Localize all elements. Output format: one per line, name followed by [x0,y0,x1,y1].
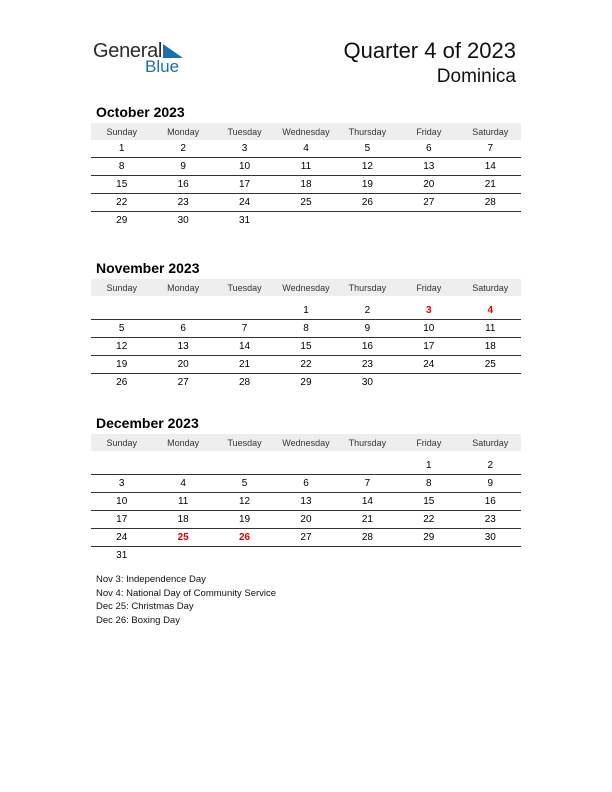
day-cell: 6 [275,475,336,493]
day-cell: 16 [460,493,521,511]
day-cell: 5 [214,475,275,493]
day-cell: 12 [214,493,275,511]
day-cell: 10 [398,320,459,338]
weekday-label: Monday [152,123,213,140]
day-cell: 8 [275,320,336,338]
day-cell [152,302,213,320]
day-cell: 1 [398,457,459,475]
day-cell [91,457,152,475]
day-cell: 3 [91,475,152,493]
weekday-label: Sunday [91,279,152,296]
week-row [91,158,521,176]
month-november [91,259,521,391]
weekday-label: Thursday [337,123,398,140]
week-row [91,475,521,493]
day-cell: 7 [337,475,398,493]
day-cell: 17 [214,176,275,194]
holiday-day-cell: 26 [214,529,275,547]
day-cell: 23 [337,356,398,374]
weekday-header-row [91,434,521,451]
day-cell: 10 [91,493,152,511]
day-cell: 17 [91,511,152,529]
day-cell [398,547,459,565]
day-cell [214,302,275,320]
day-cell [91,302,152,320]
calendar-grid [91,123,521,229]
weekday-label: Wednesday [275,123,336,140]
logo-triangle-icon [163,44,183,58]
weekday-header-row [91,123,521,140]
week-row [91,374,521,392]
day-cell [398,374,459,392]
day-cell: 22 [91,194,152,212]
week-row [91,529,521,547]
day-cell: 29 [300,377,312,388]
day-cell: 11 [275,158,336,176]
day-cell: 11 [460,320,521,338]
weekday-label: Monday [152,434,213,451]
holiday-note: Nov 4: National Day of Community Service [96,587,277,599]
day-cell: 30 [460,529,521,547]
day-cell: 9 [337,320,398,338]
calendar-grid [91,434,521,564]
day-cell: 3 [214,140,275,158]
day-cell: 20 [275,511,336,529]
day-cell [152,547,213,565]
day-cell: 8 [91,158,152,176]
day-cell [275,547,336,565]
day-cell: 11 [152,493,213,511]
holiday-day-cell: 4 [460,302,521,320]
day-cell [152,457,213,475]
weekday-label: Saturday [460,123,521,140]
day-cell: 18 [275,176,336,194]
day-cell: 17 [398,338,459,356]
day-cell: 20 [398,176,459,194]
day-cell: 1 [275,302,336,320]
day-cell: 25 [275,194,336,212]
week-row [91,302,521,320]
week-row [91,212,521,230]
day-cell: 31 [238,215,251,226]
day-cell: 13 [152,338,213,356]
weekday-label: Friday [398,279,459,296]
day-cell: 20 [152,356,213,374]
day-cell: 24 [214,194,275,212]
day-cell: 5 [91,320,152,338]
day-cell [460,547,521,565]
weekday-label: Saturday [460,434,521,451]
month-title: December 2023 [96,415,199,431]
day-cell: 14 [337,493,398,511]
day-cell: 29 [116,215,128,226]
page-title: Quarter 4 of 2023 [343,38,516,63]
day-cell [337,547,398,565]
day-cell: 30 [361,377,373,388]
weekday-header-row [91,279,521,296]
day-cell: 28 [238,377,251,388]
day-cell [214,547,275,565]
month-title: November 2023 [96,260,200,276]
day-cell: 16 [152,176,213,194]
weekday-label: Monday [152,279,213,296]
weekday-label: Sunday [91,434,152,451]
week-row [91,320,521,338]
day-cell: 22 [275,356,336,374]
weekday-label: Thursday [337,279,398,296]
calendar-grid [91,279,521,391]
week-row [91,176,521,194]
holiday-day-cell: 3 [398,302,459,320]
week-row [91,194,521,212]
day-cell: 12 [337,158,398,176]
day-cell: 24 [398,356,459,374]
week-row [91,547,521,565]
day-cell: 22 [398,511,459,529]
day-cell: 18 [152,511,213,529]
month-december [91,414,521,564]
day-cell: 9 [152,158,213,176]
logo-blue-text: Blue [145,57,180,76]
day-cell: 29 [398,529,459,547]
week-row [91,493,521,511]
day-cell: 28 [337,529,398,547]
day-cell [398,212,459,230]
day-cell: 2 [460,457,521,475]
day-cell: 4 [152,475,213,493]
holiday-day-cell: 25 [152,529,213,547]
day-cell: 16 [337,338,398,356]
weekday-label: Wednesday [275,434,336,451]
day-cell [460,212,521,230]
day-cell: 19 [91,356,152,374]
day-cell: 27 [177,377,189,388]
weekday-label: Tuesday [214,279,275,296]
weekday-label: Sunday [91,123,152,140]
day-cell: 27 [275,529,336,547]
week-row [91,338,521,356]
day-cell [275,212,336,230]
weekday-label: Tuesday [214,123,275,140]
day-cell: 15 [398,493,459,511]
holiday-note: Nov 3: Independence Day [96,574,206,585]
day-cell: 25 [460,356,521,374]
day-cell: 4 [275,140,336,158]
weekday-label: Friday [398,123,459,140]
day-cell: 15 [91,176,152,194]
country-name: Dominica [436,66,516,87]
day-cell: 19 [337,176,398,194]
day-cell: 21 [337,511,398,529]
day-cell: 18 [460,338,521,356]
month-october [91,103,521,229]
logo-general-text: General [93,40,163,62]
week-row [91,511,521,529]
weekday-label: Thursday [337,434,398,451]
weekday-label: Saturday [460,279,521,296]
day-cell: 6 [398,140,459,158]
day-cell [337,457,398,475]
day-cell: 8 [398,475,459,493]
day-cell: 23 [152,194,213,212]
day-cell: 26 [116,377,128,388]
day-cell: 7 [460,140,521,158]
day-cell: 7 [214,320,275,338]
day-cell: 28 [460,194,521,212]
day-cell: 24 [91,529,152,547]
month-title: October 2023 [96,104,185,120]
day-cell: 26 [337,194,398,212]
day-cell: 19 [214,511,275,529]
holiday-note: Dec 25: Christmas Day [96,601,194,612]
holiday-notes [96,573,276,627]
weekday-label: Wednesday [275,279,336,296]
day-cell: 2 [337,302,398,320]
holiday-note: Dec 26: Boxing Day [96,614,180,626]
generalblue-logo [93,40,193,80]
day-cell: 21 [460,176,521,194]
day-cell: 15 [275,338,336,356]
day-cell: 6 [152,320,213,338]
day-cell: 14 [460,158,521,176]
day-cell: 30 [177,215,189,226]
day-cell: 5 [337,140,398,158]
day-cell: 2 [152,140,213,158]
week-row [91,457,521,475]
day-cell [460,374,521,392]
day-cell: 12 [91,338,152,356]
weekday-label: Friday [398,434,459,451]
day-cell: 14 [214,338,275,356]
day-cell: 31 [116,550,128,561]
week-row [91,140,521,158]
day-cell [275,457,336,475]
day-cell: 1 [91,140,152,158]
day-cell: 13 [398,158,459,176]
day-cell [214,457,275,475]
day-cell: 27 [398,194,459,212]
day-cell: 10 [214,158,275,176]
week-row [91,356,521,374]
day-cell: 13 [275,493,336,511]
weekday-label: Tuesday [214,434,275,451]
day-cell: 9 [460,475,521,493]
day-cell: 21 [214,356,275,374]
day-cell: 23 [460,511,521,529]
day-cell [337,212,398,230]
